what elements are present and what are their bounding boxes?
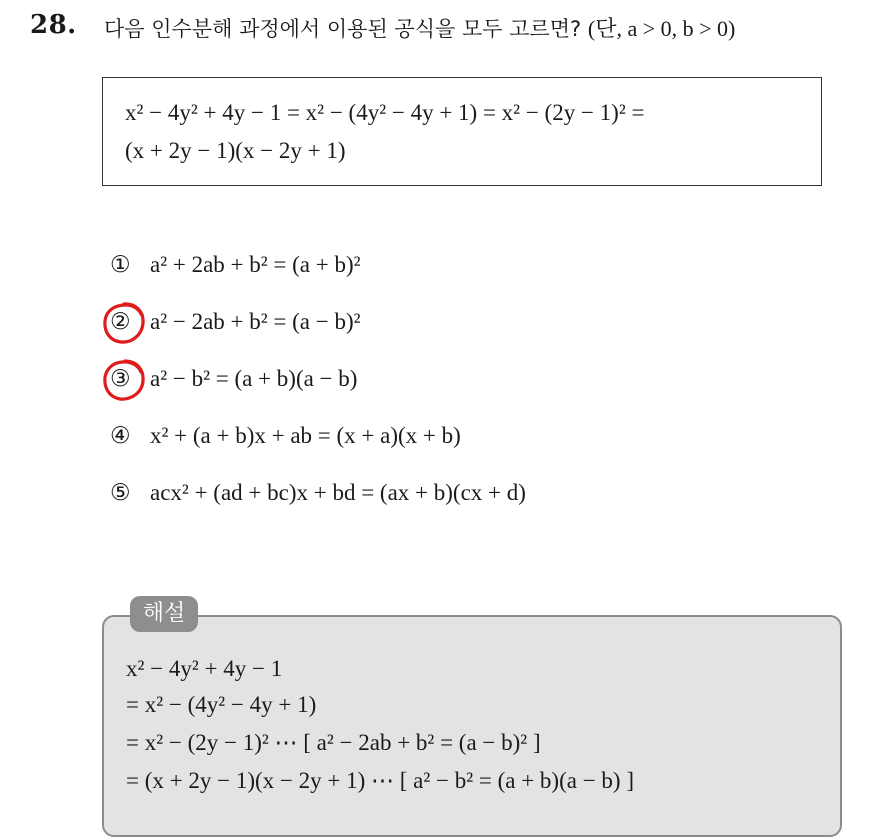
solution-line-4: = (x + 2y − 1)(x − 2y + 1) ⋯ [ a² − b² = (a + b)(a − b) ]: [126, 768, 634, 793]
option-formula: x² + (a + b)x + ab = (x + a)(x + b): [150, 423, 461, 448]
option-number: ⑤: [110, 480, 131, 506]
question-body: 다음 인수분해 과정에서 이용된 공식을 모두 고르면?: [104, 17, 582, 41]
solution-line-3: = x² − (2y − 1)² ⋯ [ a² − 2ab + b² = (a − b)² ]: [126, 730, 541, 755]
option-number: ③: [110, 366, 131, 392]
question-text: [104, 12, 735, 43]
solution-line-1: x² − 4y² + 4y − 1: [126, 656, 283, 681]
factorization-line-2: (x + 2y − 1)(x − 2y + 1): [125, 138, 346, 163]
factorization-line-1: x² − 4y² + 4y − 1 = x² − (4y² − 4y + 1) = x² − (2y − 1)² =: [125, 100, 645, 125]
option-number: ②: [110, 309, 131, 335]
option-formula: a² + 2ab + b² = (a + b)²: [150, 252, 361, 277]
question-condition: (단, a > 0, b > 0): [587, 16, 736, 41]
solution-tag: 해설: [130, 596, 198, 632]
option-formula: a² − b² = (a + b)(a − b): [150, 366, 358, 391]
solution-line-2: = x² − (4y² − 4y + 1): [126, 692, 317, 717]
option-number: ①: [110, 252, 131, 278]
solution-box: [102, 615, 842, 837]
factorization-box: [102, 77, 822, 186]
option-formula: a² − 2ab + b² = (a − b)²: [150, 309, 361, 334]
option-formula: acx² + (ad + bc)x + bd = (ax + b)(cx + d): [150, 480, 526, 505]
problem-number: 28.: [30, 10, 77, 40]
option-number: ④: [110, 423, 131, 449]
